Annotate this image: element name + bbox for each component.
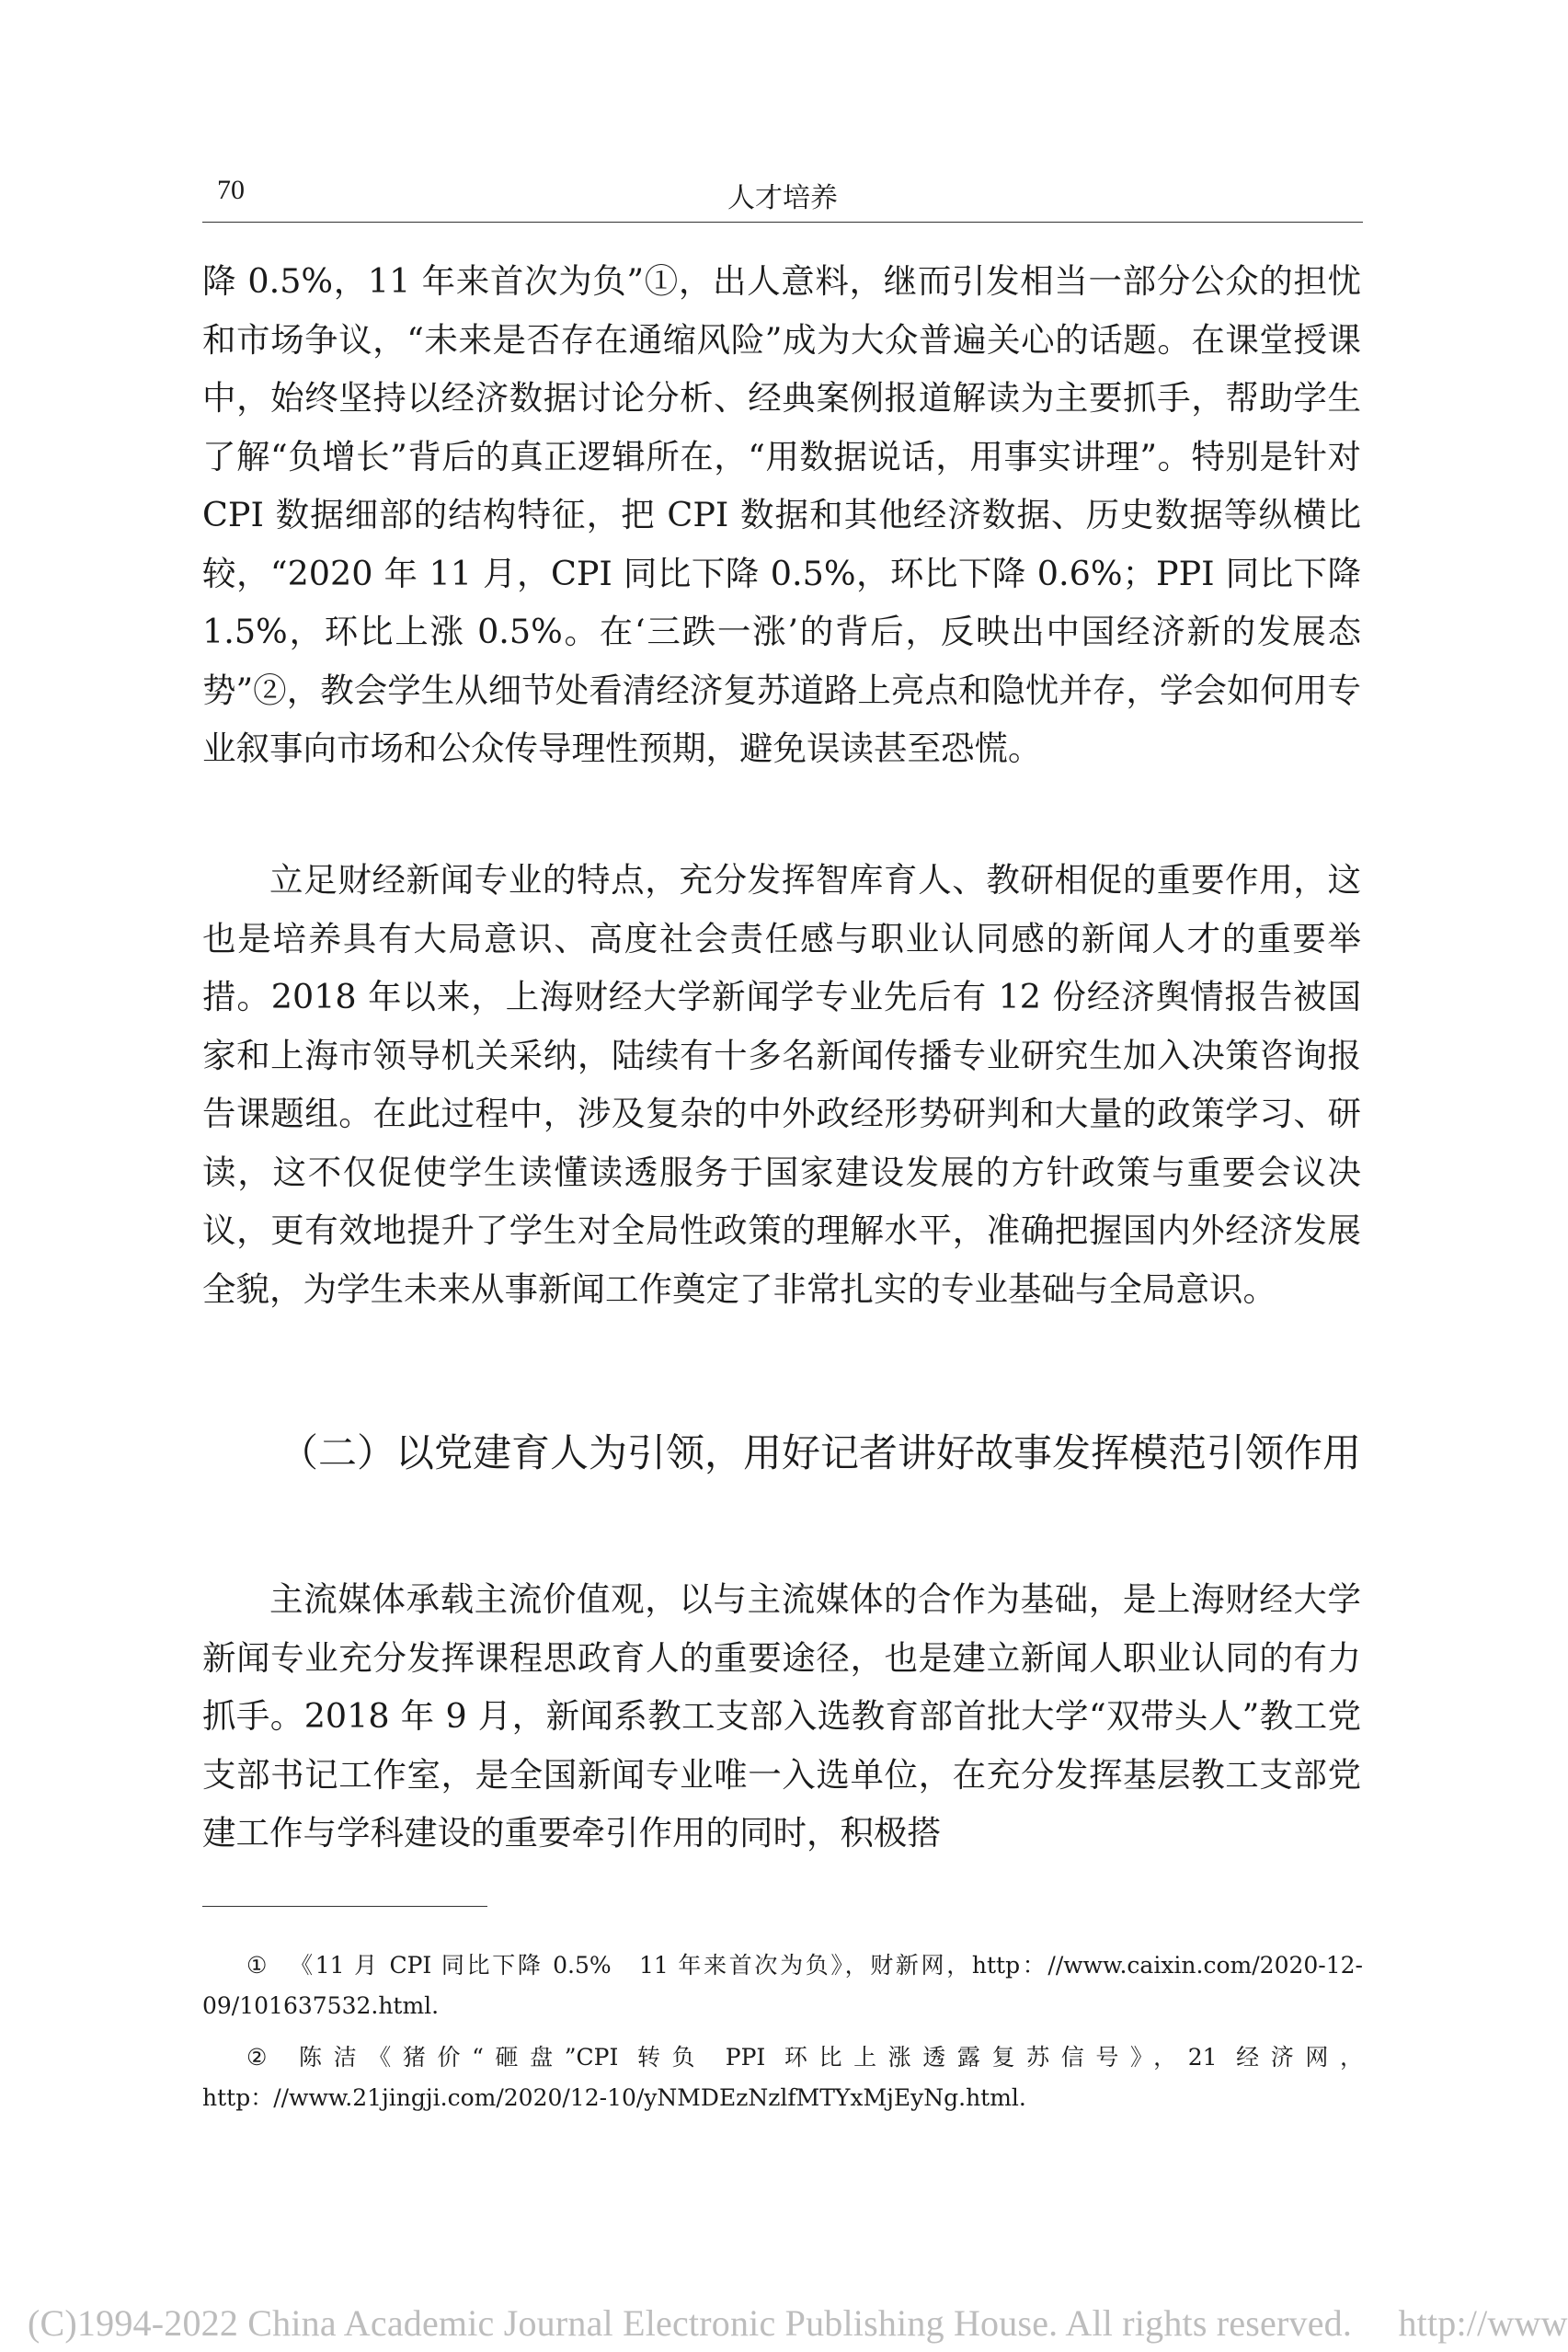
footnote-1-text: 《11 月 CPI 同比下降 0.5% 11 年来首次为负》，财新网，http：//www.caixin.com/2020-12-09/101637532.html. [202,1952,1363,2019]
paragraph-2 [202,851,1361,1318]
copyright-watermark: (C)1994-2022 China Academic Journal Electronic Publishing House. All rights reserved. http://www [28,2302,1568,2344]
paragraph-3 [202,1570,1361,1863]
page-number: 70 [217,175,245,205]
footnote-rule [202,1906,487,1907]
footnote-1-mark: ① [246,1952,268,1979]
paragraph-3-text: 主流媒体承载主流价值观，以与主流媒体的合作为基础，是上海财经大学新闻专业充分发挥课程思政育人的重要途径，也是建立新闻人职业认同的有力抓手。2018 年 9 月，新闻系教工支部入选教育部首批大学“双带头人”教工党支部书记工作室，是全国新闻专业唯一入选单位，在充分发挥基层教工支部党建工作与学科建设的重要牵引作用的同时，积极搭 [202,1579,1361,1853]
footnote-2-mark: ② [246,2044,268,2071]
paragraph-1 [202,252,1361,778]
footnote-2 [202,2037,1363,2118]
footnotes [202,1945,1363,2129]
page-header [202,171,1363,226]
section-heading: （二）以党建育人为引领，用好记者讲好故事发挥模范引领作用 [280,1430,1362,1475]
header-rule [202,222,1363,223]
paragraph-2-text: 立足财经新闻专业的特点，充分发挥智库育人、教研相促的重要作用，这也是培养具有大局意识、高度社会责任感与职业认同感的新闻人才的重要举措。2018 年以来，上海财经大学新闻学专业先后有 12 份经济舆情报告被国家和上海市领导机关采纳，陆续有十多名新闻传播专业研究生加入决策咨询报告课题组。在此过程中，涉及复杂的中外政经形势研判和大量的政策学习、研读，这不仅促使学生读懂读透服务于国家建设发展的方针政策与重要会议决议，更有效地提升了学生对全局性政策的理解水平，准确把握国内外经济发展全貌，为学生未来从事新闻工作奠定了非常扎实的专业基础与全局意识。 [202,860,1361,1309]
footnote-1 [202,1945,1363,2026]
paragraph-1-text: 降 0.5%，11 年来首次为负”①，出人意料，继而引发相当一部分公众的担忧和市场争议，“未来是否存在通缩风险”成为大众普遍关心的话题。在课堂授课中，始终坚持以经济数据讨论分析、经典案例报道解读为主要抓手，帮助学生了解“负增长”背后的真正逻辑所在，“用数据说话，用事实讲理”。特别是针对 CPI 数据细部的结构特征，把 CPI 数据和其他经济数据、历史数据等纵横比较，“2020 年 11 月，CPI 同比下降 0.5%，环比下降 0.6%；PPI 同比下降 1.5%，环比上涨 0.5%。在‘三跌一涨’的背后，反映出中国经济新的发展态势”②，教会学生从细节处看清经济复苏道路上亮点和隐忧并存，学会如何用专业叙事向市场和公众传导理性预期，避免误读甚至恐慌。 [202,261,1361,768]
footnote-2-text: 陈洁《猪价“砸盘”CPI 转负 PPI 环比上涨透露复苏信号》，21 经济网，http：//www.21jingji.com/2020/12-10/yNMDEzNzlfMTYxMjEyNg.html. [202,2044,1363,2111]
running-title: 人才培养 [727,182,838,214]
